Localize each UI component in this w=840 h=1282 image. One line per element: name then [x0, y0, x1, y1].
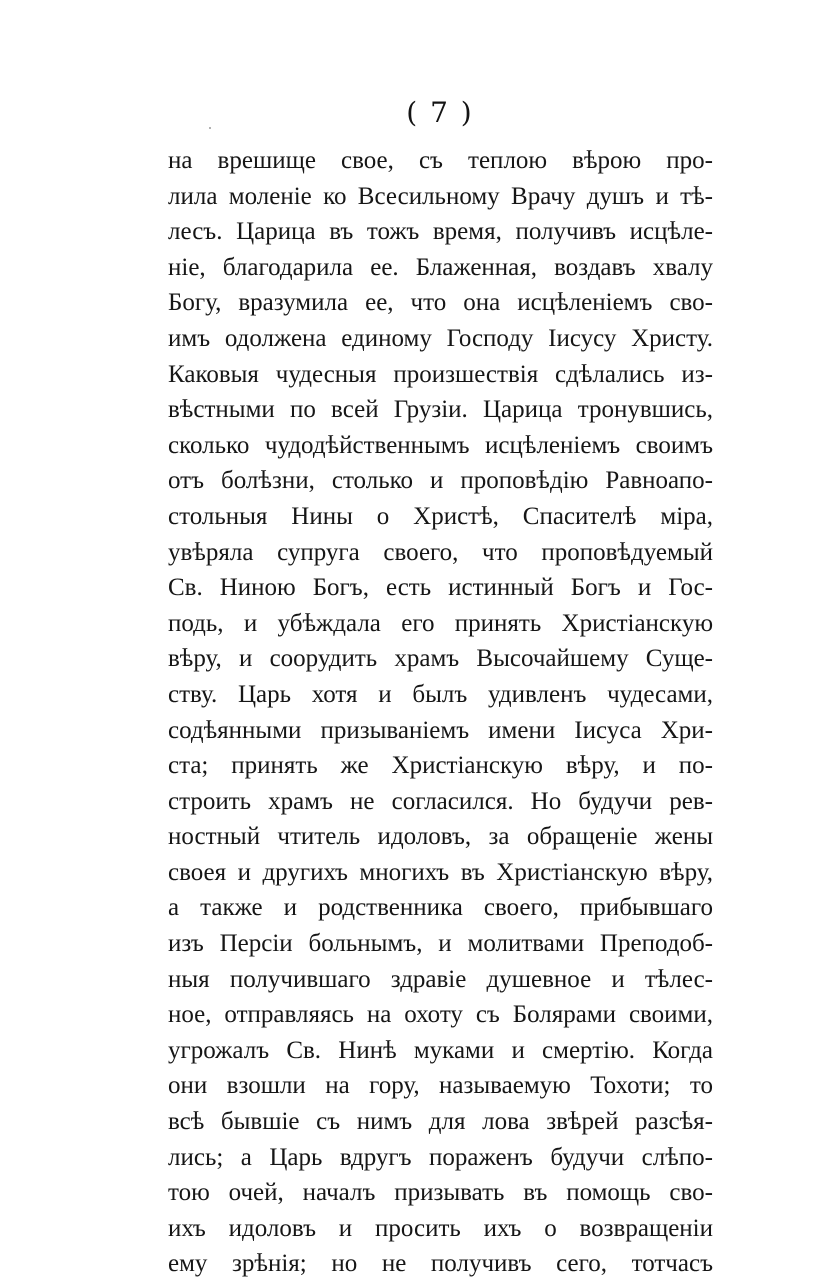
text-line: вѣру, и соорудить храмъ Высочайшему Суще- [168, 645, 713, 673]
text-line: Богу, вразумила ее, что она исцѣленіемъ сво- [168, 289, 713, 317]
text-line: Св. Ниною Богъ, есть истинный Богъ и Гос- [168, 574, 713, 602]
text-line: всѣ бывшіе съ нимъ для лова звѣрей разсѣя- [168, 1108, 713, 1136]
text-line: а также и родственника своего, прибывшаго [168, 894, 713, 922]
text-line: ніе, благодарила ее. Блаженная, воздавъ хвалу [168, 253, 713, 281]
text-line: лесъ. Царица въ тожъ время, получивъ исцѣле- [168, 218, 713, 246]
text-line: подь, и убѣждала его принять Христіанскую [168, 609, 713, 637]
text-line: имъ одолжена единому Господу Іисусу Христу. [168, 324, 713, 352]
text-line: сколько чудодѣйственнымъ исцѣленіемъ своимъ [168, 431, 713, 459]
text-line: лила моленіе ко Всесильному Врачу душъ и тѣ- [168, 182, 713, 210]
text-line: на врешище свое, съ теплою вѣрою про- [168, 147, 713, 174]
body-text [168, 143, 713, 1282]
text-line: изъ Персіи больнымъ, и молитвами Преподоб- [168, 930, 713, 958]
text-line: лись; а Царь вдругъ пораженъ будучи слѣпо- [168, 1143, 713, 1171]
text-line: отъ болѣзни, столько и проповѣдію Равноапо- [168, 467, 713, 495]
text-line: угрожалъ Св. Нинѣ муками и смертію. Когда [168, 1036, 713, 1064]
text-line: ству. Царь хотя и былъ удивленъ чудесами, [168, 680, 713, 708]
scan-speck [209, 127, 211, 129]
text-line: строить храмъ не согласился. Но будучи рев- [168, 787, 713, 815]
text-line: ста; принять же Христіанскую вѣру, и по- [168, 752, 713, 780]
text-line: тою очей, началъ призывать въ помощь сво- [168, 1179, 713, 1207]
text-line: увѣряла супруга своего, что проповѣдуемый [168, 538, 713, 566]
text-line: ихъ идоловъ и просить ихъ о возвращеніи [168, 1214, 713, 1242]
text-line: вѣстными по всей Грузіи. Царица тронувшись, [168, 396, 713, 424]
text-line: ему зрѣнія; но не получивъ сего, тотчасъ [168, 1250, 713, 1278]
text-line: стольныя Нины о Христѣ, Спасителѣ міра, [168, 502, 713, 530]
page-number: ( 7 ) [406, 96, 474, 129]
text-line: содѣянными призываніемъ имени Іисуса Хри- [168, 716, 713, 744]
text-line: ностный чтитель идоловъ, за обращеніе жены [168, 823, 713, 851]
text-line: они взошли на гору, называемую Тохоти; то [168, 1072, 713, 1100]
text-line: своея и другихъ многихъ въ Христіанскую вѣру, [168, 858, 713, 886]
text-line: ныя получившаго здравіе душевное и тѣлес- [168, 965, 713, 993]
text-line: ное, отправляясь на охоту съ Болярами своими, [168, 1001, 713, 1029]
text-line: Каковыя чудесныя произшествія сдѣлались из- [168, 360, 713, 388]
